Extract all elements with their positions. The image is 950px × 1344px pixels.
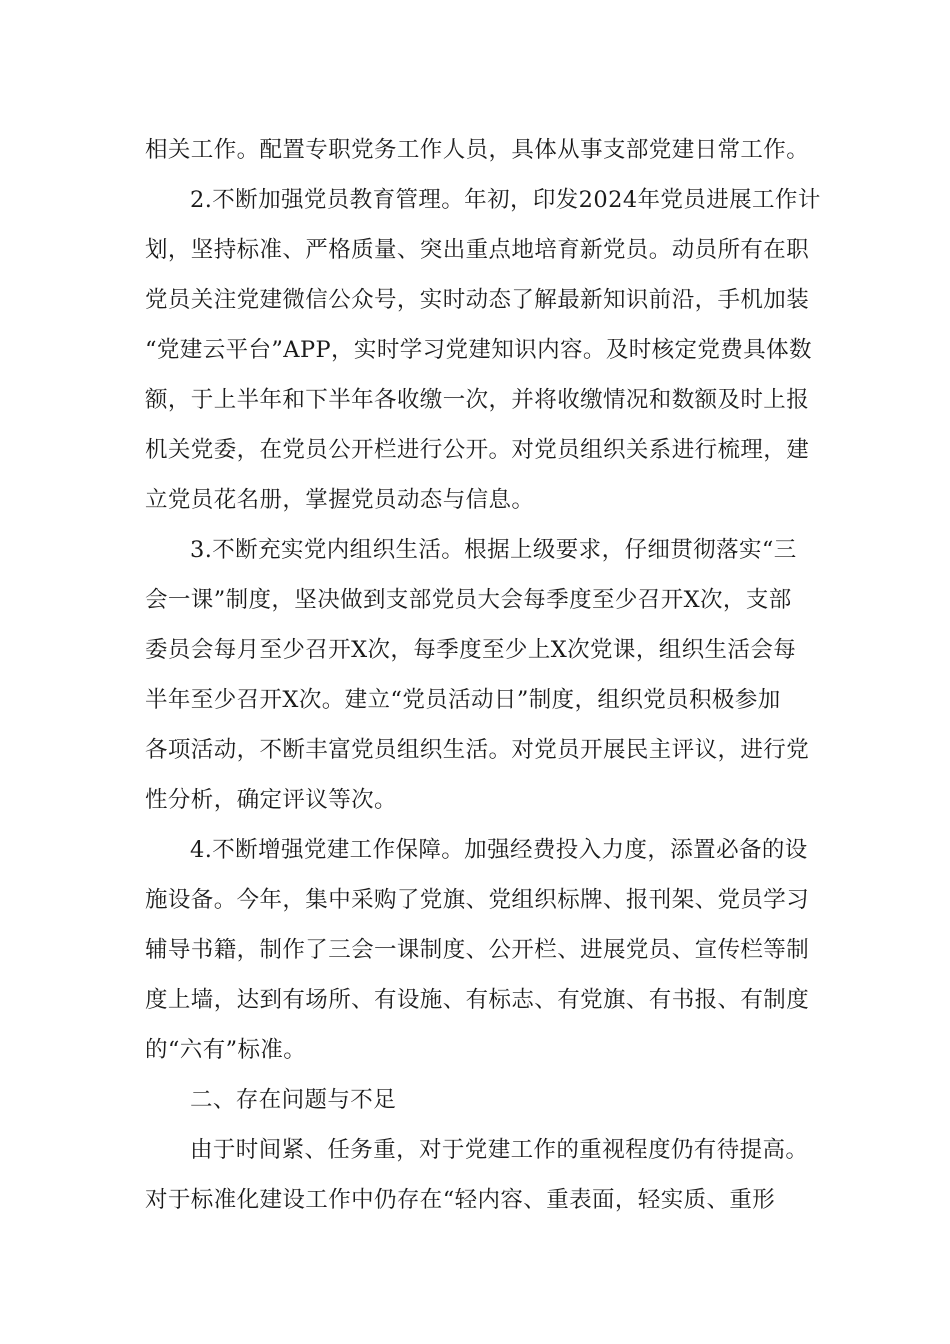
text-line: 划，坚持标准、严格质量、突出重点地培育新党员。动员所有在职 — [145, 237, 810, 263]
paragraph-4-start: 4.不断增强党建工作保障。加强经费投入力度，添置必备的设 — [190, 837, 808, 863]
text-line: 施设备。今年，集中采购了党旗、党组织标牌、报刊架、党员学习 — [145, 887, 810, 913]
text-line: 的“六有”标准。 — [145, 1037, 307, 1063]
text-line: 相关工作。配置专职党务工作人员，具体从事支部党建日常工作。 — [145, 137, 810, 163]
text-line: “党建云平台”APP，实时学习党建知识内容。及时核定党费具体数 — [145, 337, 812, 363]
text-line: 辅导书籍，制作了三会一课制度、公开栏、进展党员、宣传栏等制 — [145, 937, 810, 963]
paragraph-start: 由于时间紧、任务重，对于党建工作的重视程度仍有待提高。 — [190, 1137, 809, 1163]
text-line: 对于标准化建设工作中仍存在“轻内容、重表面，轻实质、重形 — [145, 1187, 776, 1213]
text-line: 委员会每月至少召开X次，每季度至少上X次党课，组织生活会每 — [145, 637, 797, 663]
text-line: 额，于上半年和下半年各收缴一次，并将收缴情况和数额及时上报 — [145, 387, 810, 413]
text-line: 党员关注党建微信公众号，实时动态了解最新知识前沿，手机加装 — [145, 287, 810, 313]
text-line: 各项活动，不断丰富党员组织生活。对党员开展民主评议，进行党 — [145, 737, 810, 763]
section-heading: 二、存在问题与不足 — [190, 1087, 397, 1113]
text-line: 机关党委，在党员公开栏进行公开。对党员组织关系进行梳理，建 — [145, 437, 810, 463]
text-line: 半年至少召开X次。建立“党员活动日”制度，组织党员积极参加 — [145, 687, 781, 713]
paragraph-2-start: 2.不断加强党员教育管理。年初，印发2024年党员进展工作计 — [190, 187, 821, 213]
text-line: 立党员花名册，掌握党员动态与信息。 — [145, 487, 535, 513]
text-line: 会一课”制度，坚决做到支部党员大会每季度至少召开X次，支部 — [145, 587, 792, 613]
paragraph-3-start: 3.不断充实党内组织生活。根据上级要求，仔细贯彻落实“三 — [190, 537, 797, 563]
text-line: 性分析，确定评议等次。 — [145, 787, 397, 813]
text-line: 度上墙，达到有场所、有设施、有标志、有党旗、有书报、有制度 — [145, 987, 810, 1013]
